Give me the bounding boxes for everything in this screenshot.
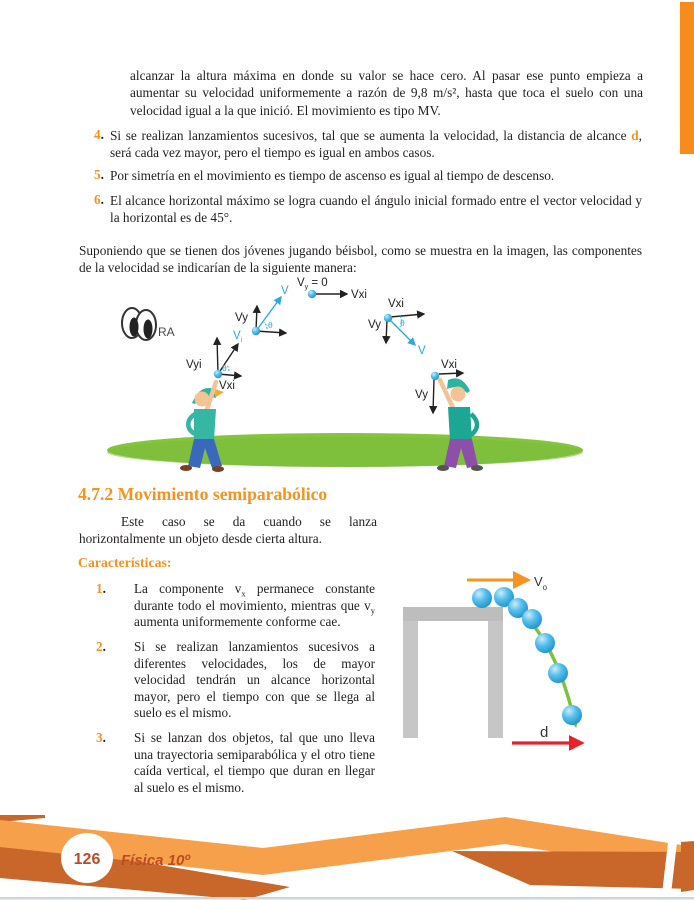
- shoe: [471, 465, 483, 471]
- vector-set-descending: [368, 298, 426, 357]
- table-top: [403, 607, 503, 621]
- list-item-3: [96, 730, 375, 796]
- book-title: Física 10º: [121, 852, 190, 869]
- baseball-figure: [88, 276, 660, 478]
- item-number: 4.: [94, 127, 104, 142]
- list-item-2: [96, 639, 375, 722]
- ball: [562, 705, 582, 725]
- footer-right-tab: [681, 841, 694, 892]
- vector-set-apex: [297, 277, 367, 301]
- ball: [214, 370, 222, 378]
- shoe: [437, 465, 449, 471]
- label-vy: Vy: [415, 389, 428, 401]
- label-v: $V_i$: [233, 330, 243, 344]
- item-text: Si se realizan lanzamientos sucesivos, tal que se aumenta la velocidad, la distancia de alcance d, será cada vez mayor, pero el tiempo es igual en ambos casos.: [110, 128, 642, 161]
- ball: [252, 327, 260, 335]
- supposing-paragraph: Suponiendo que se tienen dos jóvenes jugando béisbol, como se muestra en la imagen, las componentes de la velocidad se indicarían de la siguiente manera:: [79, 243, 642, 276]
- head: [451, 387, 466, 402]
- vector-set-rising: [235, 285, 289, 335]
- item-number: 1.: [96, 581, 106, 596]
- list-item-4: [94, 127, 642, 162]
- label-theta: θ: [400, 318, 405, 328]
- footer-banner: [0, 814, 694, 900]
- label-theta: θ: [268, 320, 273, 330]
- bottom-edge-line: [0, 897, 694, 900]
- label-vy: Vy: [368, 319, 381, 331]
- label-v: V: [281, 285, 289, 297]
- item-text: Por simetría en el movimiento es tiempo de ascenso es igual al tiempo de descenso.: [110, 168, 555, 183]
- item-number: 3.: [96, 730, 106, 745]
- ball: [535, 633, 555, 653]
- table-structure: [403, 607, 503, 738]
- shirt: [194, 409, 216, 441]
- characteristics-subheading: Características:: [78, 555, 172, 570]
- item-number: 6.: [94, 192, 104, 207]
- footer-dark-right: [452, 851, 694, 889]
- label-vxi: Vxi: [351, 289, 367, 301]
- semiparabolic-figure: [400, 553, 662, 795]
- d-label: d: [540, 724, 549, 741]
- label-vxi: Vxi: [219, 380, 235, 392]
- page-number: 126: [73, 851, 101, 868]
- section-paragraph: Este caso se da cuando se lanza horizontalmente un objeto desde cierta altura.: [79, 514, 377, 547]
- ground-shadow: [107, 437, 583, 467]
- shirt: [448, 407, 472, 441]
- item-text: Si se realizan lanzamientos sucesivos a diferentes velocidades, los de mayor velocidad tendrán un alcance horizontal mayor, pero el tiempo con que se llega al suelo es el mismo.: [134, 639, 375, 721]
- ra-label: RA: [158, 325, 175, 339]
- label-vyi: Vyi: [186, 359, 202, 371]
- item-text: Si se lanzan dos objetos, tal que uno lleva una trayectoria semiparabólica y el otro tiene caída vertical, el tiempo que duran en llegar al suelo es el mismo.: [134, 730, 375, 795]
- intro-paragraph: alcanzar la altura máxima en donde su valor se hace cero. Al pasar ese punto empieza a aumentar su velocidad uniformemente a razón de 9,8 m/s², hasta que toca el suelo con una velocidad igual a la que inició. El movimiento es tipo MV.: [130, 68, 643, 118]
- ball: [384, 314, 392, 322]
- page-edge-bar: [680, 2, 694, 154]
- akimbo-arm: [188, 414, 195, 434]
- label-theta: θ: [222, 363, 227, 373]
- highlight-d: d: [631, 128, 639, 143]
- label-vxi: Vxi: [441, 359, 457, 371]
- shoe: [212, 466, 224, 472]
- list-item-6: [94, 192, 642, 227]
- ball: [522, 609, 542, 629]
- label-v: V: [418, 345, 426, 357]
- label-vy-zero: $V_y = 0$: [297, 277, 328, 291]
- item-number: 5.: [94, 167, 104, 182]
- ball: [308, 290, 316, 298]
- v0-label: $V_o$: [534, 574, 548, 592]
- list-item-5: [94, 167, 642, 184]
- item-number: 2.: [96, 639, 106, 654]
- label-vy: Vy: [235, 312, 248, 324]
- ball: [472, 588, 492, 608]
- ball: [431, 372, 439, 380]
- shoe: [180, 465, 192, 471]
- ball: [548, 663, 568, 683]
- list-item-1: [96, 581, 376, 631]
- akimbo-arm: [471, 414, 477, 435]
- item-text: El alcance horizontal máximo se logra cuando el ángulo inicial formado entre el vector velocidad y la horizontal es de 45°.: [110, 193, 642, 226]
- item-text: La componente $v_x$ permanece constante durante todo el movimiento, mientras que $v_y$ aumenta uniformemente conforme cae.: [134, 581, 376, 630]
- label-vxi: Vxi: [388, 298, 404, 310]
- ra-icon: [122, 308, 175, 340]
- section-heading: 4.7.2 Movimiento semiparabólico: [78, 484, 328, 504]
